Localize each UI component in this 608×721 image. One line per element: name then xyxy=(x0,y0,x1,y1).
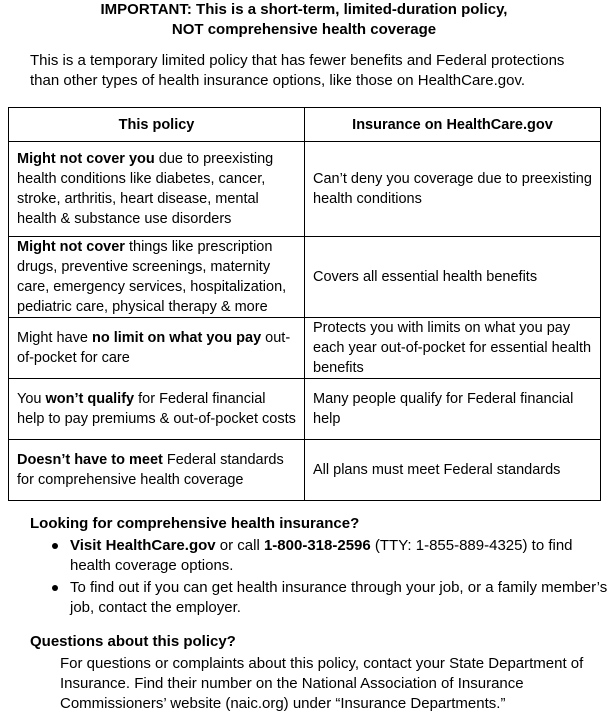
cell-text: things like prescription drugs, preventive screenings, maternity care, emergency services, hospitalization, pediatric care, physical therapy & more xyxy=(17,239,287,315)
cell-text: for Federal financial help to pay premiums & out-of-pocket costs xyxy=(17,391,296,427)
cell-text: due to preexisting health conditions like diabetes, cancer, stroke, arthritis, heart disease, mental health & substance use disorders xyxy=(17,151,274,227)
cell-text-pre: Might have xyxy=(17,330,92,346)
intro-paragraph: This is a temporary limited policy that has fewer benefits and Federal protections than other types of health insurance options, like those on HealthCare.gov. xyxy=(30,52,565,89)
healthcare-gov-cell: Many people qualify for Federal financial help xyxy=(305,379,601,440)
list-item xyxy=(70,578,608,618)
list-item xyxy=(70,536,608,576)
column-header-healthcare-gov: Insurance on HealthCare.gov xyxy=(305,108,601,142)
healthcare-gov-cell: Can’t deny you coverage due to preexisting health conditions xyxy=(305,142,601,237)
bullet-icon xyxy=(52,585,58,591)
table-row xyxy=(9,440,601,501)
looking-heading: Looking for comprehensive health insurance? xyxy=(30,515,360,532)
cell-text: out-of-pocket for care xyxy=(17,330,291,366)
healthcare-gov-link[interactable]: Visit HealthCare.gov xyxy=(70,537,216,554)
phone-number: 1-800-318-2596 xyxy=(263,537,371,554)
notice-title xyxy=(0,0,608,40)
table-row xyxy=(9,379,601,440)
cell-text-pre: You xyxy=(17,391,46,407)
this-policy-cell xyxy=(9,379,305,440)
this-policy-cell xyxy=(9,440,305,501)
this-policy-cell xyxy=(9,142,305,237)
table-header-row xyxy=(9,108,601,142)
healthcare-gov-cell: Covers all essential health benefits xyxy=(305,237,601,318)
cell-emphasis: Doesn’t have to meet xyxy=(17,452,163,468)
table-row xyxy=(9,318,601,379)
questions-heading: Questions about this policy? xyxy=(30,633,236,650)
bullet-text: (TTY: 1-855-889-4325) to find health coverage options. xyxy=(70,537,573,574)
bullet-text: or call xyxy=(215,537,264,554)
table-row xyxy=(9,142,601,237)
cell-emphasis: no limit on what you pay xyxy=(91,330,262,346)
healthcare-gov-cell: All plans must meet Federal standards xyxy=(305,440,601,501)
looking-bullet-list xyxy=(50,536,608,620)
column-header-this-policy: This policy xyxy=(9,108,305,142)
title-line-2: NOT comprehensive health coverage xyxy=(171,21,437,38)
cell-emphasis: Might not cover you xyxy=(17,151,155,167)
cell-emphasis: won’t qualify xyxy=(45,391,135,407)
healthcare-gov-cell: Protects you with limits on what you pay each year out-of-pocket for essential health benefits xyxy=(305,318,601,379)
this-policy-cell xyxy=(9,318,305,379)
title-line-1: IMPORTANT: This is a short-term, limited-duration policy, xyxy=(100,1,508,18)
bullet-icon xyxy=(52,543,58,549)
bullet-text: To find out if you can get health insurance through your job, or a family member’s job, contact the employer. xyxy=(70,579,608,616)
cell-text: Federal standards for comprehensive health coverage xyxy=(17,452,284,488)
questions-paragraph: For questions or complaints about this policy, contact your State Department of Insurance. Find their number on the National Association of Insurance Commissioners’ website (naic.org) under “Insurance Departments.” xyxy=(60,655,584,712)
table-row xyxy=(9,237,601,318)
this-policy-cell xyxy=(9,237,305,318)
comparison-table xyxy=(8,107,601,501)
cell-emphasis: Might not cover xyxy=(17,239,125,255)
